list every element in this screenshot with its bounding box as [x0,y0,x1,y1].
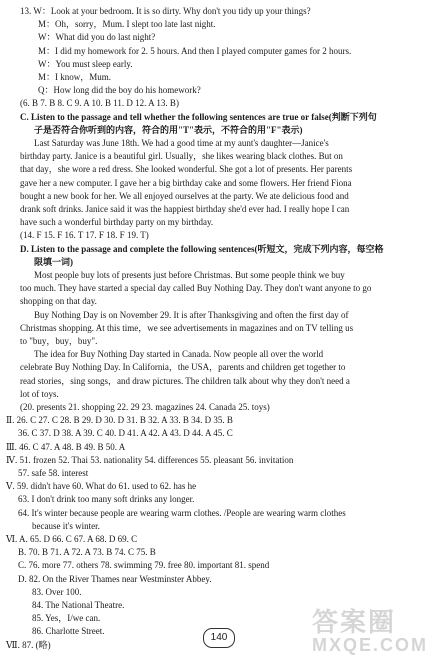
text-line: drank soft drinks. Janice said it was the happiest birthday she'd ever had. I really hope I can [20,204,350,214]
text-line: too much. They have started a special day called Buy Nothing Day. They don't want anyone to go [20,283,372,294]
text-line: D. Listen to the passage and complete the following sentences(听短文，完成下列内容，每空格 [20,243,384,254]
text-line: Ⅵ. A. 65. D 66. C 67. A 68. D 69. C [6,534,138,544]
text-line: (6. B 7. B 8. C 9. A 10. B 11. D 12. A 13. B) [20,98,179,109]
text-line: 85. Yes，I/we can. [32,613,101,624]
text-line: Ⅱ. 26. C 27. C 28. B 29. D 30. D 31. B 32. A 33. B 34. D 35. B [6,415,233,426]
text-line: 84. The National Theatre. [32,600,125,610]
text-line: M：Oh，sorry，Mum. I slept too late last night. [38,19,216,30]
watermark-logo [312,602,432,654]
text-line: M：I did my homework for 2. 5 hours. And then I played computer games for 2 hours. [38,45,352,56]
text-line: 64. It's winter because people are wearing warm clothes. /People are wearing warm clothes [18,507,346,518]
text-line: have such a wonderful birthday party on my birthday. [20,217,214,228]
text-line: bought a new book for her. We all enjoyed ourselves at the party. We ate delicious food and [20,190,349,201]
text-line: W：What did you do last night? [38,32,156,43]
text-line: Ⅳ. 51. frozen 52. Thai 53. nationality 54. differences 55. pleasant 56. invitation [6,454,294,465]
text-line: B. 70. B 71. A 72. A 73. B 74. C 75. B [18,547,156,558]
text-line: because it's winter. [32,520,100,531]
watermark-line1: 答案圈 [312,607,397,637]
text-line: Buy Nothing Day is on November 29. It is after Thanksgiving and often the first day of [34,309,349,320]
text-line: read stories，sing songs，and draw pictures. The children talk about why they don't need a [20,375,350,386]
text-line: to "buy，buy，buy". [20,336,98,346]
text-line: 限填一词) [34,256,73,267]
text-line: C. 76. more 77. others 78. swimming 79. free 80. important 81. spend [18,560,270,571]
text-line: shopping on that day. [20,296,97,307]
text-line: Ⅶ. 87. (略) [6,639,51,650]
text-line: 63. I don't drink too many soft drinks any longer. [18,494,195,505]
text-line: (14. F 15. F 16. T 17. F 18. F 19. T) [20,230,149,241]
text-line: Most people buy lots of presents just before Christmas. But some people think we buy [34,270,345,280]
text-line: 86. Charlotte Street. [32,626,105,637]
text-line: lot of toys. [20,388,59,399]
text-line: Christmas shopping. At this time，we see advertisements in magazines and on TV telling us [20,322,354,333]
text-line: gave her a new computer. I gave her a big birthday cake and some flowers. Her friend Fiona [20,177,352,188]
page-number: 140 [203,628,235,648]
text-line: birthday party. Janice is a beautiful girl. Usually，she likes wearing black clothes. But on [20,151,343,162]
text-line: M：I know，Mum. [38,72,112,82]
text-line: 子是否符合你听到的内容，符合的用"T"表示，不符合的用"F"表示) [34,124,303,135]
text-line: The idea for Buy Nothing Day started in Canada. Now people all over the world [34,349,324,360]
text-line: 36. C 37. D 38. A 39. C 40. D 41. A 42. A 43. D 44. A 45. C [18,428,233,439]
text-line: Ⅲ. 46. C 47. A 48. B 49. B 50. A [6,441,126,452]
text-line: (20. presents 21. shopping 22. 29 23. magazines 24. Canada 25. toys) [20,402,270,412]
text-line: C. Listen to the passage and tell whether the following sentences are true or false(判断下列句 [20,111,377,122]
text-line: Last Saturday was June 18th. We had a good time at my aunt's daughter—Janice's [34,138,329,148]
text-line: Q：How long did the boy do his homework? [38,85,201,96]
text-line: Ⅴ. 59. didn't have 60. What do 61. used to 62. has he [6,481,197,492]
text-line: 13. W：Look at your bedroom. It is so dirty. Why don't you tidy up your things? [20,6,311,16]
text-line: 57. safe 58. interest [18,468,89,478]
text-line: W：You must sleep early. [38,58,133,69]
text-line: 83. Over 100. [32,586,82,597]
text-line: celebrate Buy Nothing Day. In California，the USA，parents and children get together to [20,362,346,373]
watermark-line2: MXQE.COM [312,635,429,655]
text-line: D. 82. On the River Thames near Westminster Abbey. [18,573,212,584]
text-line: that day，she wore a red dress. She looked wonderful. She got a lot of presents. Her parents [20,164,353,175]
